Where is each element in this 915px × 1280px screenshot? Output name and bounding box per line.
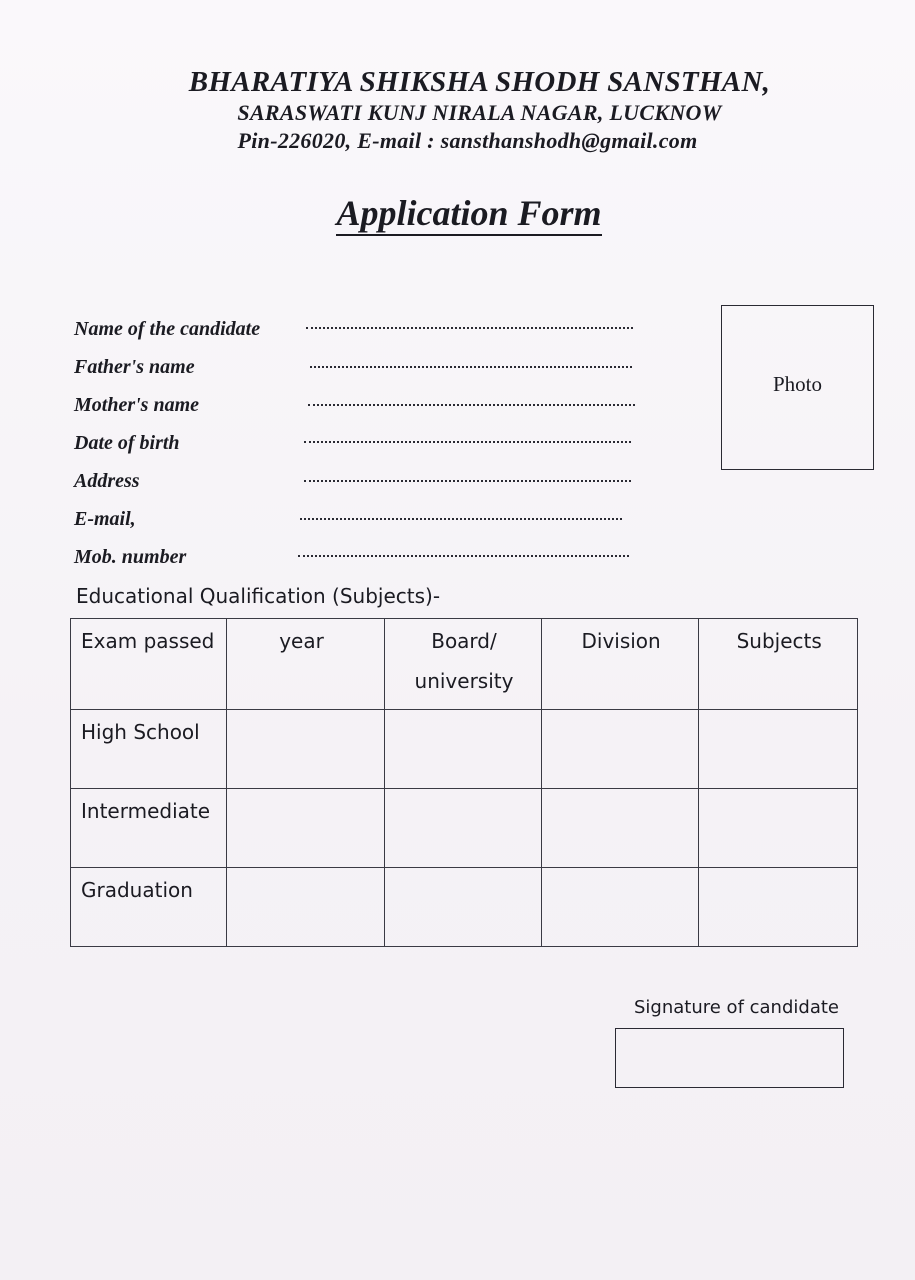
- table-cell[interactable]: [385, 789, 542, 868]
- row-label-graduation: Graduation: [81, 878, 193, 902]
- field-label-father: Father's name: [74, 356, 195, 378]
- org-address: SARASWATI KUNJ NIRALA NAGAR, LUCKNOW: [237, 100, 722, 125]
- field-label-name: Name of the candidate: [74, 318, 261, 340]
- photo-label: Photo: [772, 372, 822, 396]
- signature-label: Signature of candidate: [634, 997, 839, 1018]
- table-cell[interactable]: [226, 868, 384, 947]
- table-cell[interactable]: [226, 789, 384, 868]
- header-cell-exam: [71, 619, 227, 710]
- table-cell[interactable]: [541, 710, 699, 789]
- table-cell[interactable]: [541, 868, 699, 947]
- form-title-text: Application Form: [336, 193, 601, 236]
- table-row: [71, 789, 858, 868]
- header-university: university: [414, 669, 514, 693]
- org-name: BHARATIYA SHIKSHA SHODH SANSTHAN,: [188, 66, 771, 98]
- field-line-mother[interactable]: [308, 404, 635, 406]
- header-board-university: [385, 619, 541, 693]
- table-cell[interactable]: [385, 868, 542, 947]
- row-label-cell: [71, 789, 227, 868]
- table-row: [71, 868, 858, 947]
- header-year: year: [279, 629, 324, 653]
- education-heading: Educational Qualification (Subjects)-: [76, 584, 441, 608]
- table-cell[interactable]: [385, 710, 542, 789]
- table-cell[interactable]: [699, 868, 858, 947]
- header-cell-subjects: [699, 619, 858, 710]
- field-line-address[interactable]: [304, 480, 631, 482]
- field-label-mobile: Mob. number: [74, 546, 187, 568]
- table-cell[interactable]: [541, 789, 699, 868]
- field-line-father[interactable]: [310, 366, 632, 368]
- header-board: Board/: [431, 629, 497, 653]
- field-label-email: E-mail,: [74, 508, 136, 530]
- field-label-address: Address: [74, 470, 140, 492]
- signature-box[interactable]: [615, 1028, 844, 1088]
- field-line-name[interactable]: [306, 327, 633, 329]
- header-cell-board: [385, 619, 542, 710]
- field-line-email[interactable]: [300, 518, 622, 520]
- row-label-cell: [71, 868, 227, 947]
- row-label-high-school: High School: [81, 720, 200, 744]
- header-cell-year: [226, 619, 384, 710]
- form-title: [0, 192, 915, 234]
- table-header-row: [71, 619, 858, 710]
- field-label-dob: Date of birth: [74, 432, 180, 454]
- header-subjects: Subjects: [736, 629, 822, 653]
- education-table: [70, 618, 858, 947]
- table-cell[interactable]: [699, 710, 858, 789]
- field-label-mother: Mother's name: [74, 394, 200, 416]
- field-line-dob[interactable]: [304, 441, 631, 443]
- header-exam-passed: Exam passed: [81, 629, 215, 653]
- row-label-intermediate: Intermediate: [81, 799, 211, 823]
- org-contact: Pin-226020, E-mail : sansthanshodh@gmail.com: [237, 128, 698, 153]
- table-cell[interactable]: [226, 710, 384, 789]
- header-division: Division: [581, 629, 661, 653]
- photo-box: [721, 305, 874, 470]
- field-line-mobile[interactable]: [298, 555, 629, 557]
- table-cell[interactable]: [699, 789, 858, 868]
- header-cell-division: [541, 619, 699, 710]
- row-label-cell: [71, 710, 227, 789]
- table-row: [71, 710, 858, 789]
